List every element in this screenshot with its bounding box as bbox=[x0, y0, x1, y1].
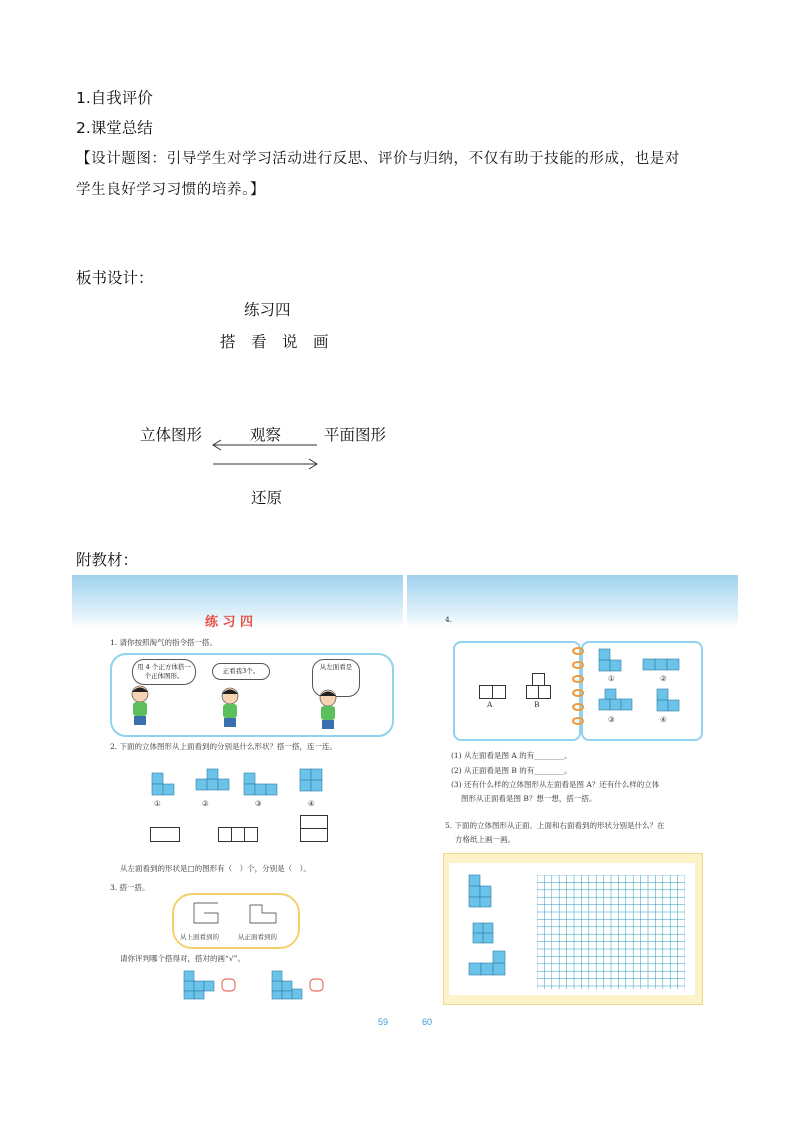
figure-a-cell-2 bbox=[492, 685, 506, 699]
q3-cube-options bbox=[180, 969, 340, 1001]
board-observe-label: 观察 bbox=[250, 426, 282, 444]
design-intent-line-1: 【设计题图：引导学生对学习活动进行反思、评价与归纳，不仅有助于技能的形成，也是对 bbox=[76, 151, 680, 167]
class-summary-line: 2.课堂总结 bbox=[76, 119, 153, 137]
boy-figure-2 bbox=[214, 685, 246, 729]
q2-outline-1 bbox=[150, 827, 180, 842]
board-left-term: 立体图形 bbox=[140, 426, 203, 444]
q2-outline-2c bbox=[244, 827, 258, 842]
q4-label-3: ③ bbox=[608, 715, 615, 724]
question-5-line-2: 方格纸上画一画。 bbox=[455, 835, 515, 844]
q4-label-1: ① bbox=[608, 674, 615, 683]
q4-part-1: (1) 从左面看是图 A 的有________。 bbox=[451, 751, 572, 760]
board-restore-label: 还原 bbox=[251, 489, 283, 507]
exercise-title: 练 习 四 bbox=[205, 615, 254, 630]
q5-cube-shapes bbox=[463, 871, 527, 987]
q4-part-3-line-2: 图形从正面看是图 B？想一想，搭一搭。 bbox=[461, 794, 597, 803]
board-title: 练习四 bbox=[244, 301, 291, 319]
q4-part-2: (2) 从正面看是图 B 的有________。 bbox=[451, 766, 572, 775]
figure-a-cell-1 bbox=[479, 685, 493, 699]
q3-instruction: 请你评判哪个搭得对，搭对的画“√”。 bbox=[120, 954, 245, 963]
q1-bubble-3: 从左面看是 bbox=[312, 659, 360, 697]
self-evaluation-line: 1.自我评价 bbox=[76, 89, 153, 107]
q3-view-outlines bbox=[192, 901, 282, 927]
question-5-line-1: 5. 下面的立体图形从正面、上面和右面看到的形状分别是什么？在 bbox=[445, 821, 665, 830]
q1-bubble-2: 正看我3个。 bbox=[212, 663, 270, 680]
figure-b-label: B bbox=[534, 700, 540, 709]
q2-label-3: ③ bbox=[255, 799, 262, 808]
boy-figure-1 bbox=[124, 683, 156, 727]
page-header-band-right bbox=[407, 575, 738, 627]
q2-label-1: ① bbox=[154, 799, 161, 808]
q4-label-4: ④ bbox=[660, 715, 667, 724]
q2-fill-in: 从左面看到的形状是□的图形有（ ）个，分别是（ ）。 bbox=[120, 864, 311, 873]
figure-a-label: A bbox=[487, 700, 493, 709]
binder-rings bbox=[570, 645, 586, 735]
q4-part-3-line-1: (3) 还有什么样的立体图形从左面看是图 A？还有什么样的立体 bbox=[451, 780, 660, 789]
q2-outline-3a bbox=[300, 815, 328, 829]
q4-cube-shapes bbox=[591, 645, 697, 725]
q4-left-frame bbox=[453, 641, 581, 741]
board-steps: 搭 看 说 画 bbox=[220, 333, 329, 351]
q4-label-2: ② bbox=[660, 674, 667, 683]
q2-label-2: ② bbox=[202, 799, 209, 808]
board-arrows bbox=[205, 436, 325, 474]
question-4: 4. bbox=[445, 615, 453, 624]
q1-bubble-1: 用 4 个正方体搭一个正体图形。 bbox=[132, 659, 196, 685]
page-number-60: 60 bbox=[422, 1017, 433, 1027]
q2-outline-3b bbox=[300, 828, 328, 842]
figure-b-cell-2 bbox=[538, 685, 551, 699]
q3-caption-top: 从上面看到的 bbox=[180, 933, 219, 941]
question-3: 3. 搭一搭。 bbox=[110, 883, 150, 892]
board-right-term: 平面图形 bbox=[324, 426, 387, 444]
boy-figure-3 bbox=[312, 687, 344, 731]
q2-outline-2a bbox=[218, 827, 232, 842]
textbook-page-59 bbox=[72, 575, 403, 1005]
q3-caption-front: 从正面看到的 bbox=[238, 933, 277, 941]
design-intent-line-2: 学生良好学习习惯的培养。】 bbox=[76, 182, 266, 198]
page-number-59: 59 bbox=[378, 1017, 389, 1027]
attachment-label: 附教材： bbox=[76, 551, 139, 569]
q2-label-4: ④ bbox=[308, 799, 315, 808]
question-2: 2. 下面的立体图形从上面看到的分别是什么形状？搭一搭，连一连。 bbox=[110, 742, 338, 751]
textbook-page-60 bbox=[407, 575, 738, 1005]
board-design-label: 板书设计： bbox=[76, 269, 154, 287]
q5-grid-paper bbox=[537, 875, 685, 989]
q2-outline-2b bbox=[231, 827, 245, 842]
question-1: 1. 请你按照淘气的指令搭一搭。 bbox=[110, 638, 218, 647]
q2-cube-shapes bbox=[148, 765, 348, 799]
